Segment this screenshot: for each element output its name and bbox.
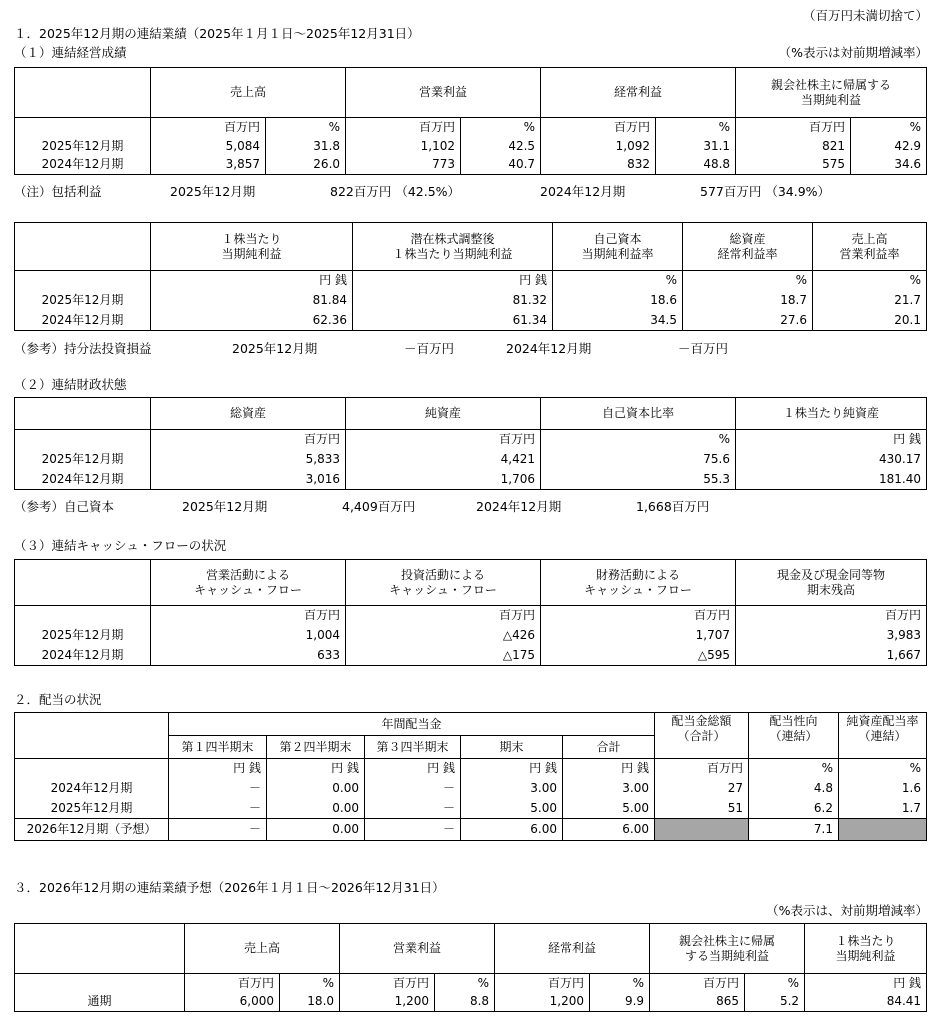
- unit-blank: [15, 430, 151, 450]
- cell: 5,084: [151, 137, 266, 156]
- header-q2: 第２四半期末: [267, 736, 365, 759]
- unit-cell: %: [280, 974, 340, 993]
- header-q1: 第１四半期末: [169, 736, 267, 759]
- row-label: 2025年12月期: [15, 291, 151, 311]
- cell: 21.7: [813, 291, 927, 311]
- cell: 26.0: [266, 156, 346, 175]
- header-net-income: 親会社株主に帰属する 当期純利益: [736, 68, 927, 118]
- table-row: [15, 646, 927, 666]
- unit-blank: [15, 606, 151, 626]
- unit-note: （百万円未満切捨て）: [802, 8, 928, 23]
- cell: 3,016: [151, 470, 346, 490]
- cell: 42.9: [851, 137, 927, 156]
- cell: 773: [346, 156, 461, 175]
- cell: －: [169, 799, 267, 819]
- unit-blank: [15, 118, 151, 137]
- cell: 61.34: [353, 311, 553, 331]
- header-operating-profit: 営業利益: [340, 924, 495, 974]
- cell: 821: [736, 137, 851, 156]
- unit-cell: 円 銭: [267, 759, 365, 779]
- unit-cell: 円 銭: [169, 759, 267, 779]
- cell: 55.3: [541, 470, 736, 490]
- cell: －: [365, 799, 461, 819]
- cell: 48.8: [656, 156, 736, 175]
- unit-blank: [15, 271, 151, 291]
- header-ordinary-profit: 経常利益: [495, 924, 650, 974]
- unit-cell: 円 銭: [353, 271, 553, 291]
- equity-method-label: （参考）持分法投資損益: [14, 341, 152, 356]
- comprehensive-income-value-1: 822百万円 （42.5%）: [330, 184, 461, 199]
- forecast-table: [14, 923, 927, 1012]
- cell: 75.6: [541, 450, 736, 470]
- header-bps: １株当たり純資産: [736, 398, 927, 430]
- unit-cell: 百万円: [346, 606, 541, 626]
- cell: 3,857: [151, 156, 266, 175]
- comprehensive-income-value-2: 577百万円 （34.9%）: [700, 184, 831, 199]
- cell: 18.6: [553, 291, 683, 311]
- cell: 6.00: [461, 819, 563, 841]
- equity-method-period-2: 2024年12月期: [506, 341, 592, 356]
- header-sales: 売上高: [185, 924, 340, 974]
- forecast-row: [15, 819, 927, 841]
- cell: 1,004: [151, 626, 346, 646]
- unit-cell: %: [266, 118, 346, 137]
- header-blank: [15, 560, 151, 606]
- header-eps: １株当たり 当期純利益: [805, 924, 927, 974]
- unit-cell: %: [813, 271, 927, 291]
- cell: 5.2: [745, 993, 805, 1012]
- unit-cell: 百万円: [736, 118, 851, 137]
- cell: 4,421: [346, 450, 541, 470]
- unit-cell: 円 銭: [365, 759, 461, 779]
- cell: 0.00: [267, 779, 365, 799]
- equity-method-value-1: －百万円: [404, 341, 455, 356]
- table-row: [15, 779, 927, 799]
- cell: 181.40: [736, 470, 927, 490]
- section-2-title: ２．配当の状況: [14, 692, 102, 707]
- row-label: 2024年12月期: [15, 311, 151, 331]
- cell: 20.1: [813, 311, 927, 331]
- cell: 0.00: [267, 819, 365, 841]
- unit-cell: %: [745, 974, 805, 993]
- cell: 31.8: [266, 137, 346, 156]
- header-q3: 第３四半期末: [365, 736, 461, 759]
- header-cash-end: 現金及び現金同等物 期末残高: [736, 560, 927, 606]
- row-label: 2025年12月期: [15, 450, 151, 470]
- header-net-assets: 純資産: [346, 398, 541, 430]
- header-financing-cf: 財務活動による キャッシュ・フロー: [541, 560, 736, 606]
- unit-cell: 百万円: [541, 118, 656, 137]
- cell: 51: [655, 799, 749, 819]
- unit-cell: %: [851, 118, 927, 137]
- unit-cell: 百万円: [151, 430, 346, 450]
- cashflow-table: [14, 559, 927, 666]
- header-total-dividend: 配当金総額 （合計）: [655, 713, 749, 759]
- cell: 27: [655, 779, 749, 799]
- unit-cell: %: [435, 974, 495, 993]
- unit-cell: %: [683, 271, 813, 291]
- per-share-table: [14, 222, 927, 331]
- section-1-3-title: （３）連結キャッシュ・フローの状況: [14, 538, 227, 553]
- cell: 81.84: [151, 291, 353, 311]
- shaded-cell: [655, 819, 749, 841]
- percent-note-2: （%表示は、対前期増減率）: [766, 903, 928, 918]
- table-row: [15, 137, 927, 156]
- cell: 865: [650, 993, 745, 1012]
- cell: －: [169, 819, 267, 841]
- row-label: 通期: [15, 993, 185, 1012]
- financial-position-table: [14, 397, 927, 490]
- unit-blank: [15, 759, 169, 779]
- header-investing-cf: 投資活動による キャッシュ・フロー: [346, 560, 541, 606]
- cell: 1,200: [495, 993, 590, 1012]
- cell: 1,706: [346, 470, 541, 490]
- unit-cell: 百万円: [340, 974, 435, 993]
- cell: 42.5: [461, 137, 541, 156]
- cell: △175: [346, 646, 541, 666]
- cell: 27.6: [683, 311, 813, 331]
- cell: 18.0: [280, 993, 340, 1012]
- cell: 8.8: [435, 993, 495, 1012]
- table-row: [15, 450, 927, 470]
- row-label: 2025年12月期: [15, 137, 151, 156]
- header-ordinary-profit: 経常利益: [541, 68, 736, 118]
- table-row: [15, 470, 927, 490]
- header-eps: １株当たり 当期純利益: [151, 223, 353, 271]
- percent-note: （%表示は対前期増減率）: [778, 45, 928, 60]
- cell: 1,667: [736, 646, 927, 666]
- unit-cell: %: [839, 759, 927, 779]
- cell: －: [169, 779, 267, 799]
- cell: －: [365, 819, 461, 841]
- table-row: [15, 626, 927, 646]
- header-payout-ratio: 配当性向 （連結）: [749, 713, 839, 759]
- header-total-assets: 総資産: [151, 398, 346, 430]
- cell: 633: [151, 646, 346, 666]
- header-blank: [15, 398, 151, 430]
- table-row: [15, 311, 927, 331]
- row-label: 2024年12月期: [15, 779, 169, 799]
- cell: 84.41: [805, 993, 927, 1012]
- header-doe: 純資産配当率 （連結）: [839, 713, 927, 759]
- header-annual-dividend: 年間配当金: [169, 713, 655, 736]
- unit-cell: 百万円: [346, 118, 461, 137]
- equity-method-period-1: 2025年12月期: [232, 341, 318, 356]
- unit-blank: [15, 974, 185, 993]
- cell: 3.00: [461, 779, 563, 799]
- section-1-1-title: （１）連結経営成績: [14, 45, 127, 60]
- cell: 575: [736, 156, 851, 175]
- header-blank: [15, 223, 151, 271]
- cell: －: [365, 779, 461, 799]
- equity-value-1: 4,409百万円: [342, 499, 416, 514]
- header-roe: 自己資本 当期純利益率: [553, 223, 683, 271]
- row-label: 2025年12月期: [15, 626, 151, 646]
- table-row: [15, 993, 927, 1012]
- comprehensive-income-period-1: 2025年12月期: [170, 184, 256, 199]
- section-1-2-title: （２）連結財政状態: [14, 377, 127, 392]
- table-row: [15, 156, 927, 175]
- unit-cell: 百万円: [541, 606, 736, 626]
- unit-cell: 百万円: [151, 118, 266, 137]
- unit-cell: 円 銭: [736, 430, 927, 450]
- cell: 6.00: [563, 819, 655, 841]
- unit-cell: 円 銭: [461, 759, 563, 779]
- unit-cell: 百万円: [650, 974, 745, 993]
- header-total: 合計: [563, 736, 655, 759]
- cell: 62.36: [151, 311, 353, 331]
- unit-cell: 円 銭: [805, 974, 927, 993]
- cell: 4.8: [749, 779, 839, 799]
- unit-cell: %: [461, 118, 541, 137]
- unit-cell: 百万円: [151, 606, 346, 626]
- cell: 40.7: [461, 156, 541, 175]
- unit-cell: 百万円: [185, 974, 280, 993]
- header-blank: [15, 713, 169, 759]
- table-row: [15, 291, 927, 311]
- cell: 34.5: [553, 311, 683, 331]
- header-year-end: 期末: [461, 736, 563, 759]
- unit-cell: %: [541, 430, 736, 450]
- unit-cell: 百万円: [495, 974, 590, 993]
- unit-cell: 百万円: [736, 606, 927, 626]
- cell: 5.00: [461, 799, 563, 819]
- unit-cell: %: [590, 974, 650, 993]
- cell: 1,200: [340, 993, 435, 1012]
- unit-cell: %: [749, 759, 839, 779]
- cell: 5.00: [563, 799, 655, 819]
- header-net-income: 親会社株主に帰属 する当期純利益: [650, 924, 805, 974]
- cell: 81.32: [353, 291, 553, 311]
- dividend-table: [14, 712, 927, 841]
- header-blank: [15, 68, 151, 118]
- table-row: [15, 799, 927, 819]
- unit-cell: 百万円: [346, 430, 541, 450]
- unit-cell: %: [553, 271, 683, 291]
- unit-cell: 円 銭: [151, 271, 353, 291]
- row-label: 2024年12月期: [15, 156, 151, 175]
- header-diluted-eps: 潜在株式調整後 １株当たり当期純利益: [353, 223, 553, 271]
- comprehensive-income-period-2: 2024年12月期: [540, 184, 626, 199]
- operating-results-table: [14, 67, 927, 175]
- equity-period-2: 2024年12月期: [476, 499, 562, 514]
- row-label: 2025年12月期: [15, 799, 169, 819]
- cell: 1.7: [839, 799, 927, 819]
- unit-cell: %: [656, 118, 736, 137]
- header-sales: 売上高: [151, 68, 346, 118]
- section-1-title: １．2025年12月期の連結業績（2025年１月１日～2025年12月31日）: [14, 26, 420, 41]
- header-operating-cf: 営業活動による キャッシュ・フロー: [151, 560, 346, 606]
- cell: 1.6: [839, 779, 927, 799]
- header-roa: 総資産 経常利益率: [683, 223, 813, 271]
- cell: 430.17: [736, 450, 927, 470]
- cell: 18.7: [683, 291, 813, 311]
- unit-cell: 円 銭: [563, 759, 655, 779]
- header-blank: [15, 924, 185, 974]
- cell: 0.00: [267, 799, 365, 819]
- shaded-cell: [839, 819, 927, 841]
- cell: 5,833: [151, 450, 346, 470]
- cell: 3.00: [563, 779, 655, 799]
- equity-value-2: 1,668百万円: [636, 499, 710, 514]
- cell: 1,707: [541, 626, 736, 646]
- row-label: 2024年12月期: [15, 646, 151, 666]
- cell: △426: [346, 626, 541, 646]
- equity-method-value-2: －百万円: [678, 341, 729, 356]
- cell: 6,000: [185, 993, 280, 1012]
- cell: 31.1: [656, 137, 736, 156]
- cell: 3,983: [736, 626, 927, 646]
- row-label: 2024年12月期: [15, 470, 151, 490]
- cell: △595: [541, 646, 736, 666]
- header-equity-ratio: 自己資本比率: [541, 398, 736, 430]
- header-operating-margin: 売上高 営業利益率: [813, 223, 927, 271]
- comprehensive-income-label: （注）包括利益: [14, 184, 102, 199]
- equity-label: （参考）自己資本: [14, 499, 115, 514]
- cell: 34.6: [851, 156, 927, 175]
- cell: 832: [541, 156, 656, 175]
- cell: 9.9: [590, 993, 650, 1012]
- equity-period-1: 2025年12月期: [182, 499, 268, 514]
- section-3-title: ３．2026年12月期の連結業績予想（2026年１月１日～2026年12月31日）: [14, 880, 445, 895]
- cell: 1,102: [346, 137, 461, 156]
- unit-cell: 百万円: [655, 759, 749, 779]
- cell: 1,092: [541, 137, 656, 156]
- cell: 7.1: [749, 819, 839, 841]
- cell: 6.2: [749, 799, 839, 819]
- header-operating-profit: 営業利益: [346, 68, 541, 118]
- row-label: 2026年12月期（予想）: [15, 819, 169, 841]
